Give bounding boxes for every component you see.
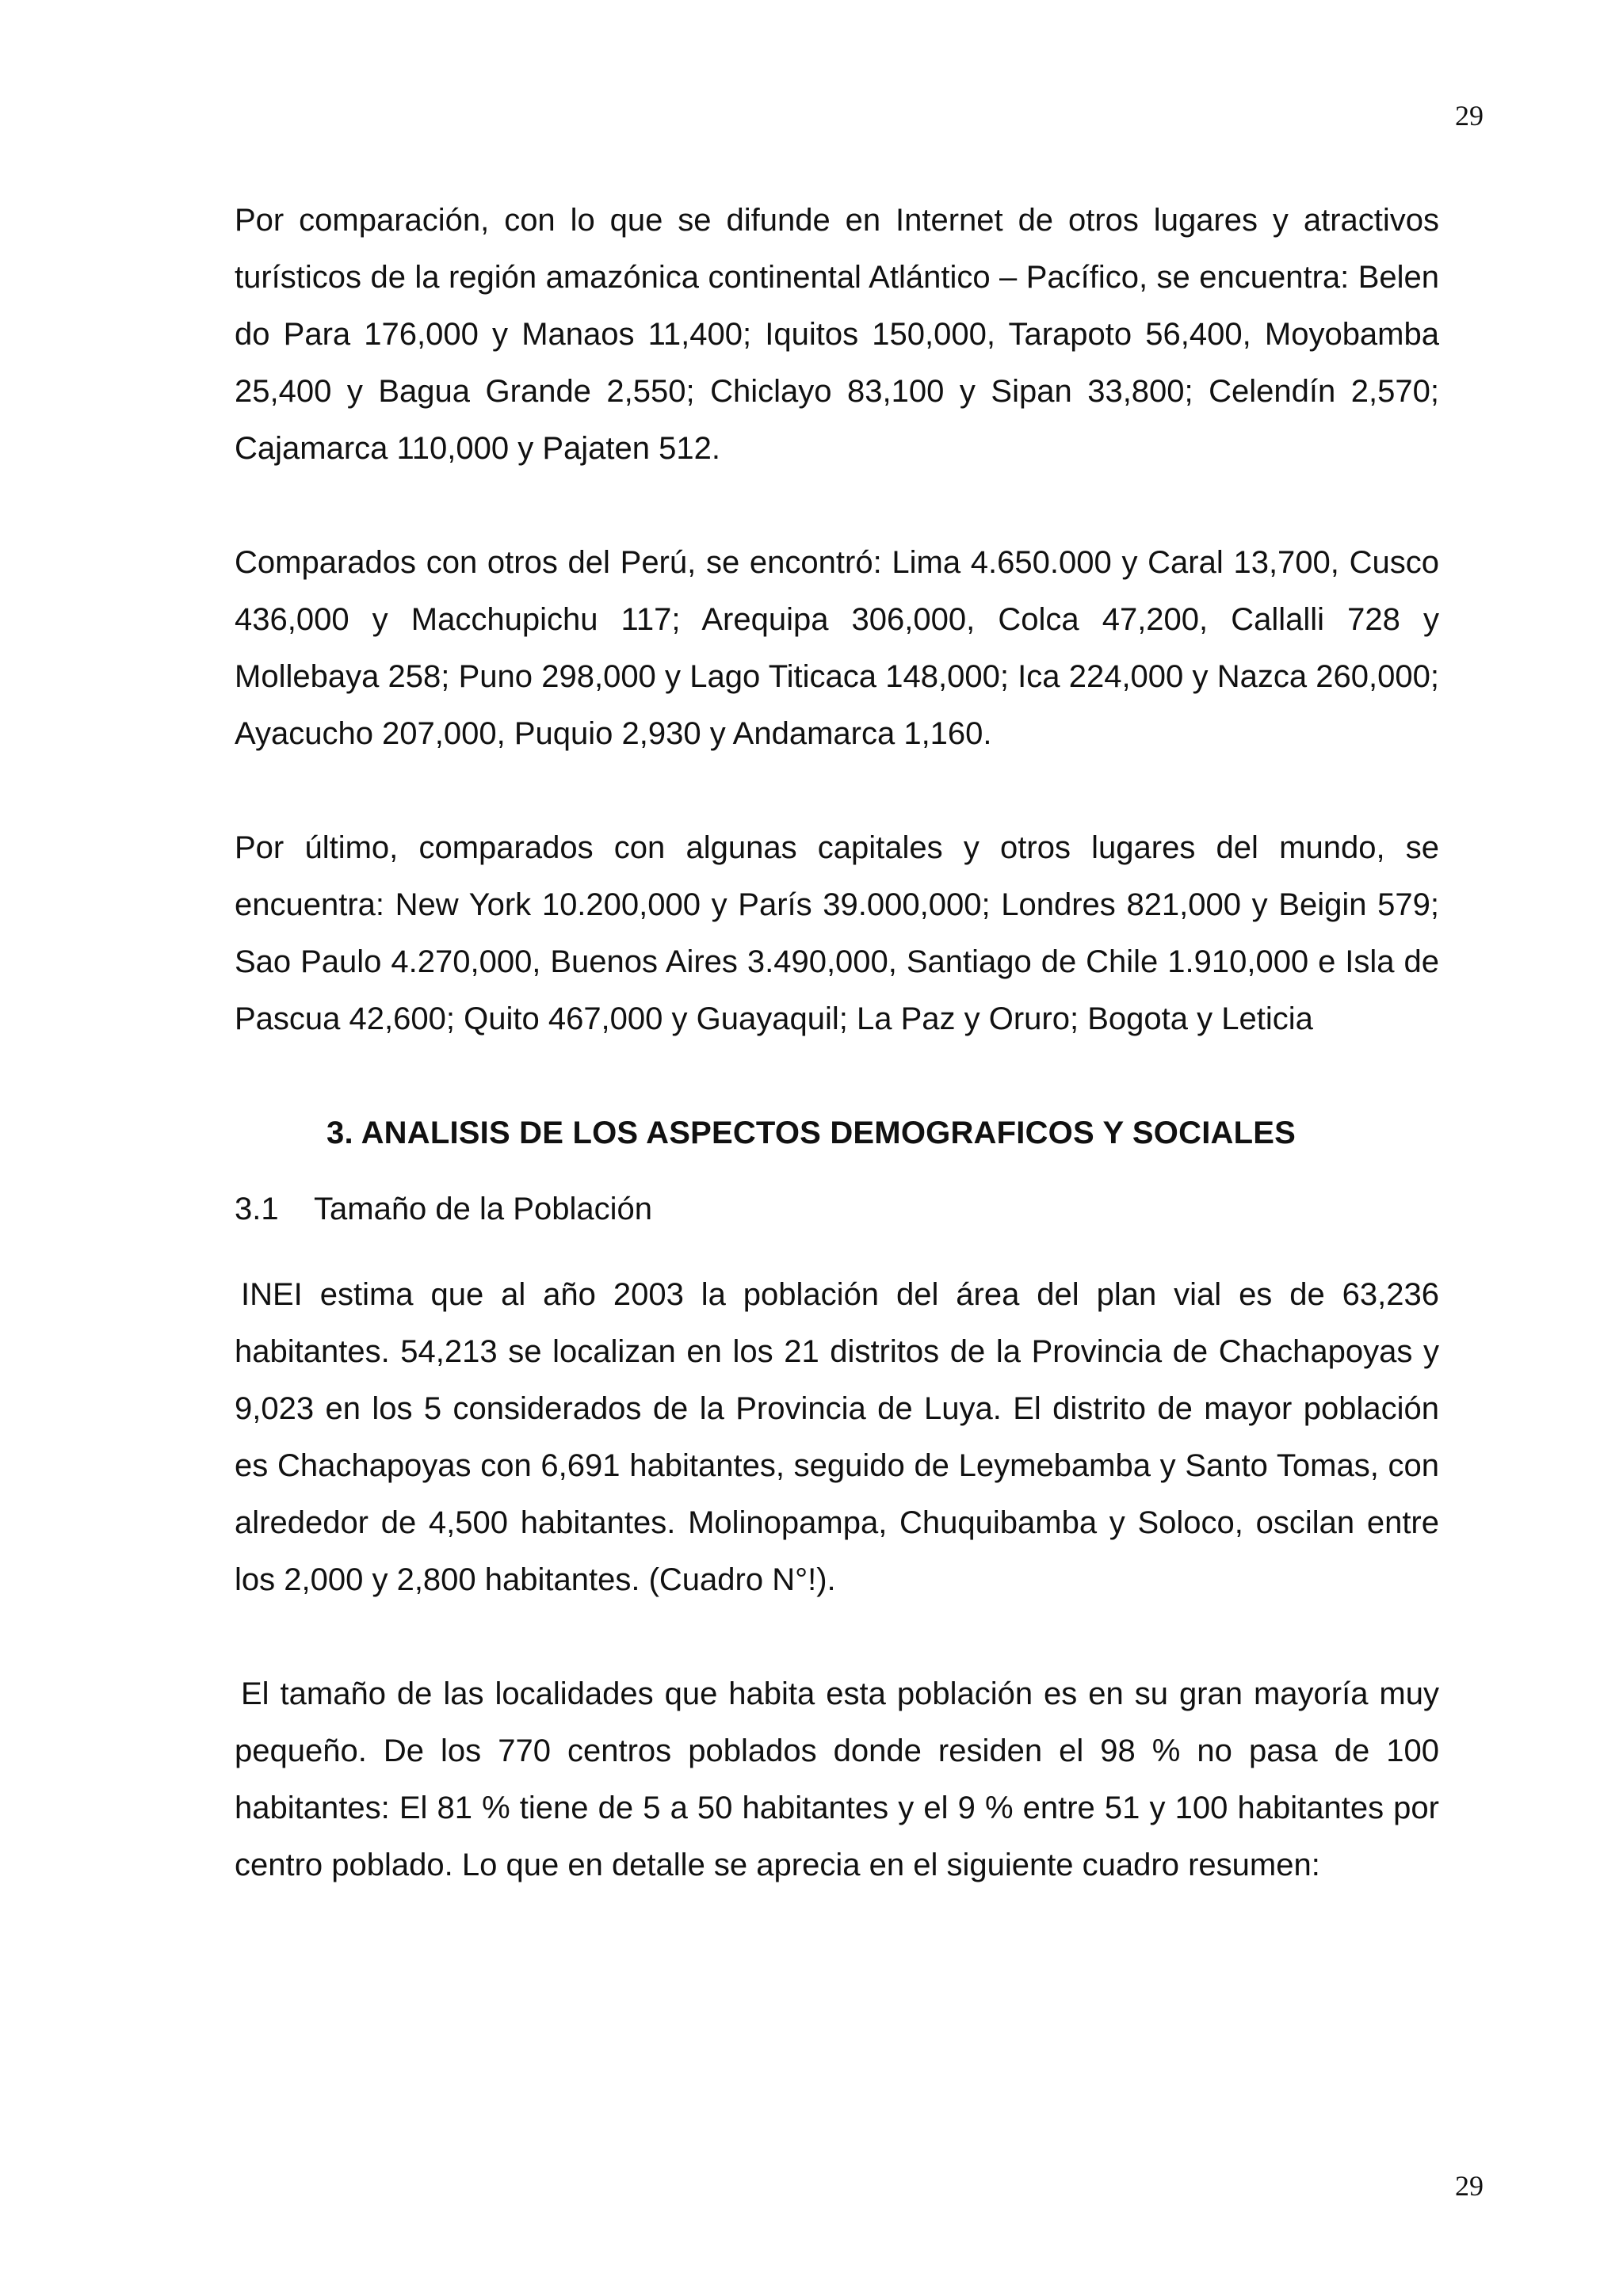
subsection-heading (235, 1180, 1439, 1238)
paragraph-comparison-world: Por último, comparados con algunas capitales y otros lugares del mundo, se encuentra: New York 10.200,000 y París 39.000,000; Londres 821,000 y Beigin 579; Sao Paulo 4.270,000, Buenos Aires 3.490,000, Santiago de Chile 1.910,000 e Isla de Pascua 42,600; Quito 467,000 y Guayaquil; La Paz y Oruro; Bogota y Leticia (235, 830, 1439, 1036)
page-number-bottom: 29 (1455, 2170, 1484, 2202)
paragraph-spacer (235, 477, 1439, 534)
page-number-top: 29 (1455, 100, 1484, 132)
section-heading: 3. ANALISIS DE LOS ASPECTOS DEMOGRAFICOS Y SOCIALES (327, 1116, 1296, 1150)
paragraph-spacer (235, 1047, 1439, 1104)
paragraph-spacer (235, 1608, 1439, 1665)
paragraph-population-size: INEI estima que al año 2003 la población del área del plan vial es de 63,236 habitantes. 54,213 se localizan en los 21 distritos de la Provincia de Chachapoyas y 9,023 en los 5 considerados de la Provincia de Luya. El distrito de mayor población es Chachapoyas con 6,691 habitantes, seguido de Leymebamba y Santo Tomas, con alrededor de 4,500 habitantes. Molinopampa, Chuquibamba y Soloco, oscilan entre los 2,000 y 2,800 habitantes. (Cuadro N°!). (235, 1277, 1439, 1597)
paragraph-comparison-amazon: Por comparación, con lo que se difunde en Internet de otros lugares y atractivos turísticos de la región amazónica continental Atlántico – Pacífico, se encuentra: Belen do Para 176,000 y Manaos 11,400; Iquitos 150,000, Tarapoto 56,400, Moyobamba 25,400 y Bagua Grande 2,550; Chiclayo 83,100 y Sipan 33,800; Celendín 2,570; Cajamarca 110,000 y Pajaten 512. (235, 203, 1439, 466)
paragraph-comparison-peru: Comparados con otros del Perú, se encontró: Lima 4.650.000 y Caral 13,700, Cusco 436,000 y Macchupichu 117; Arequipa 306,000, Colca 47,200, Callalli 728 y Mollebaya 258; Puno 298,000 y Lago Titicaca 148,000; Ica 224,000 y Nazca 260,000; Ayacucho 207,000, Puquio 2,930 y Andamarca 1,160. (235, 545, 1439, 751)
paragraph-locality-size: El tamaño de las localidades que habita esta población es en su gran mayoría muy pequeño. De los 770 centros poblados donde residen el 98 % no pasa de 100 habitantes: El 81 % tiene de 5 a 50 habitantes y el 9 % entre 51 y 100 habitantes por centro poblado. Lo que en detalle se aprecia en el siguiente cuadro resumen: (235, 1676, 1439, 1882)
subsection-number: 3.1 (235, 1192, 279, 1226)
page-content (235, 192, 1439, 1894)
paragraph-spacer (235, 762, 1439, 819)
subsection-title: Tamaño de la Población (314, 1192, 652, 1226)
paragraph-spacer (235, 1238, 1439, 1266)
